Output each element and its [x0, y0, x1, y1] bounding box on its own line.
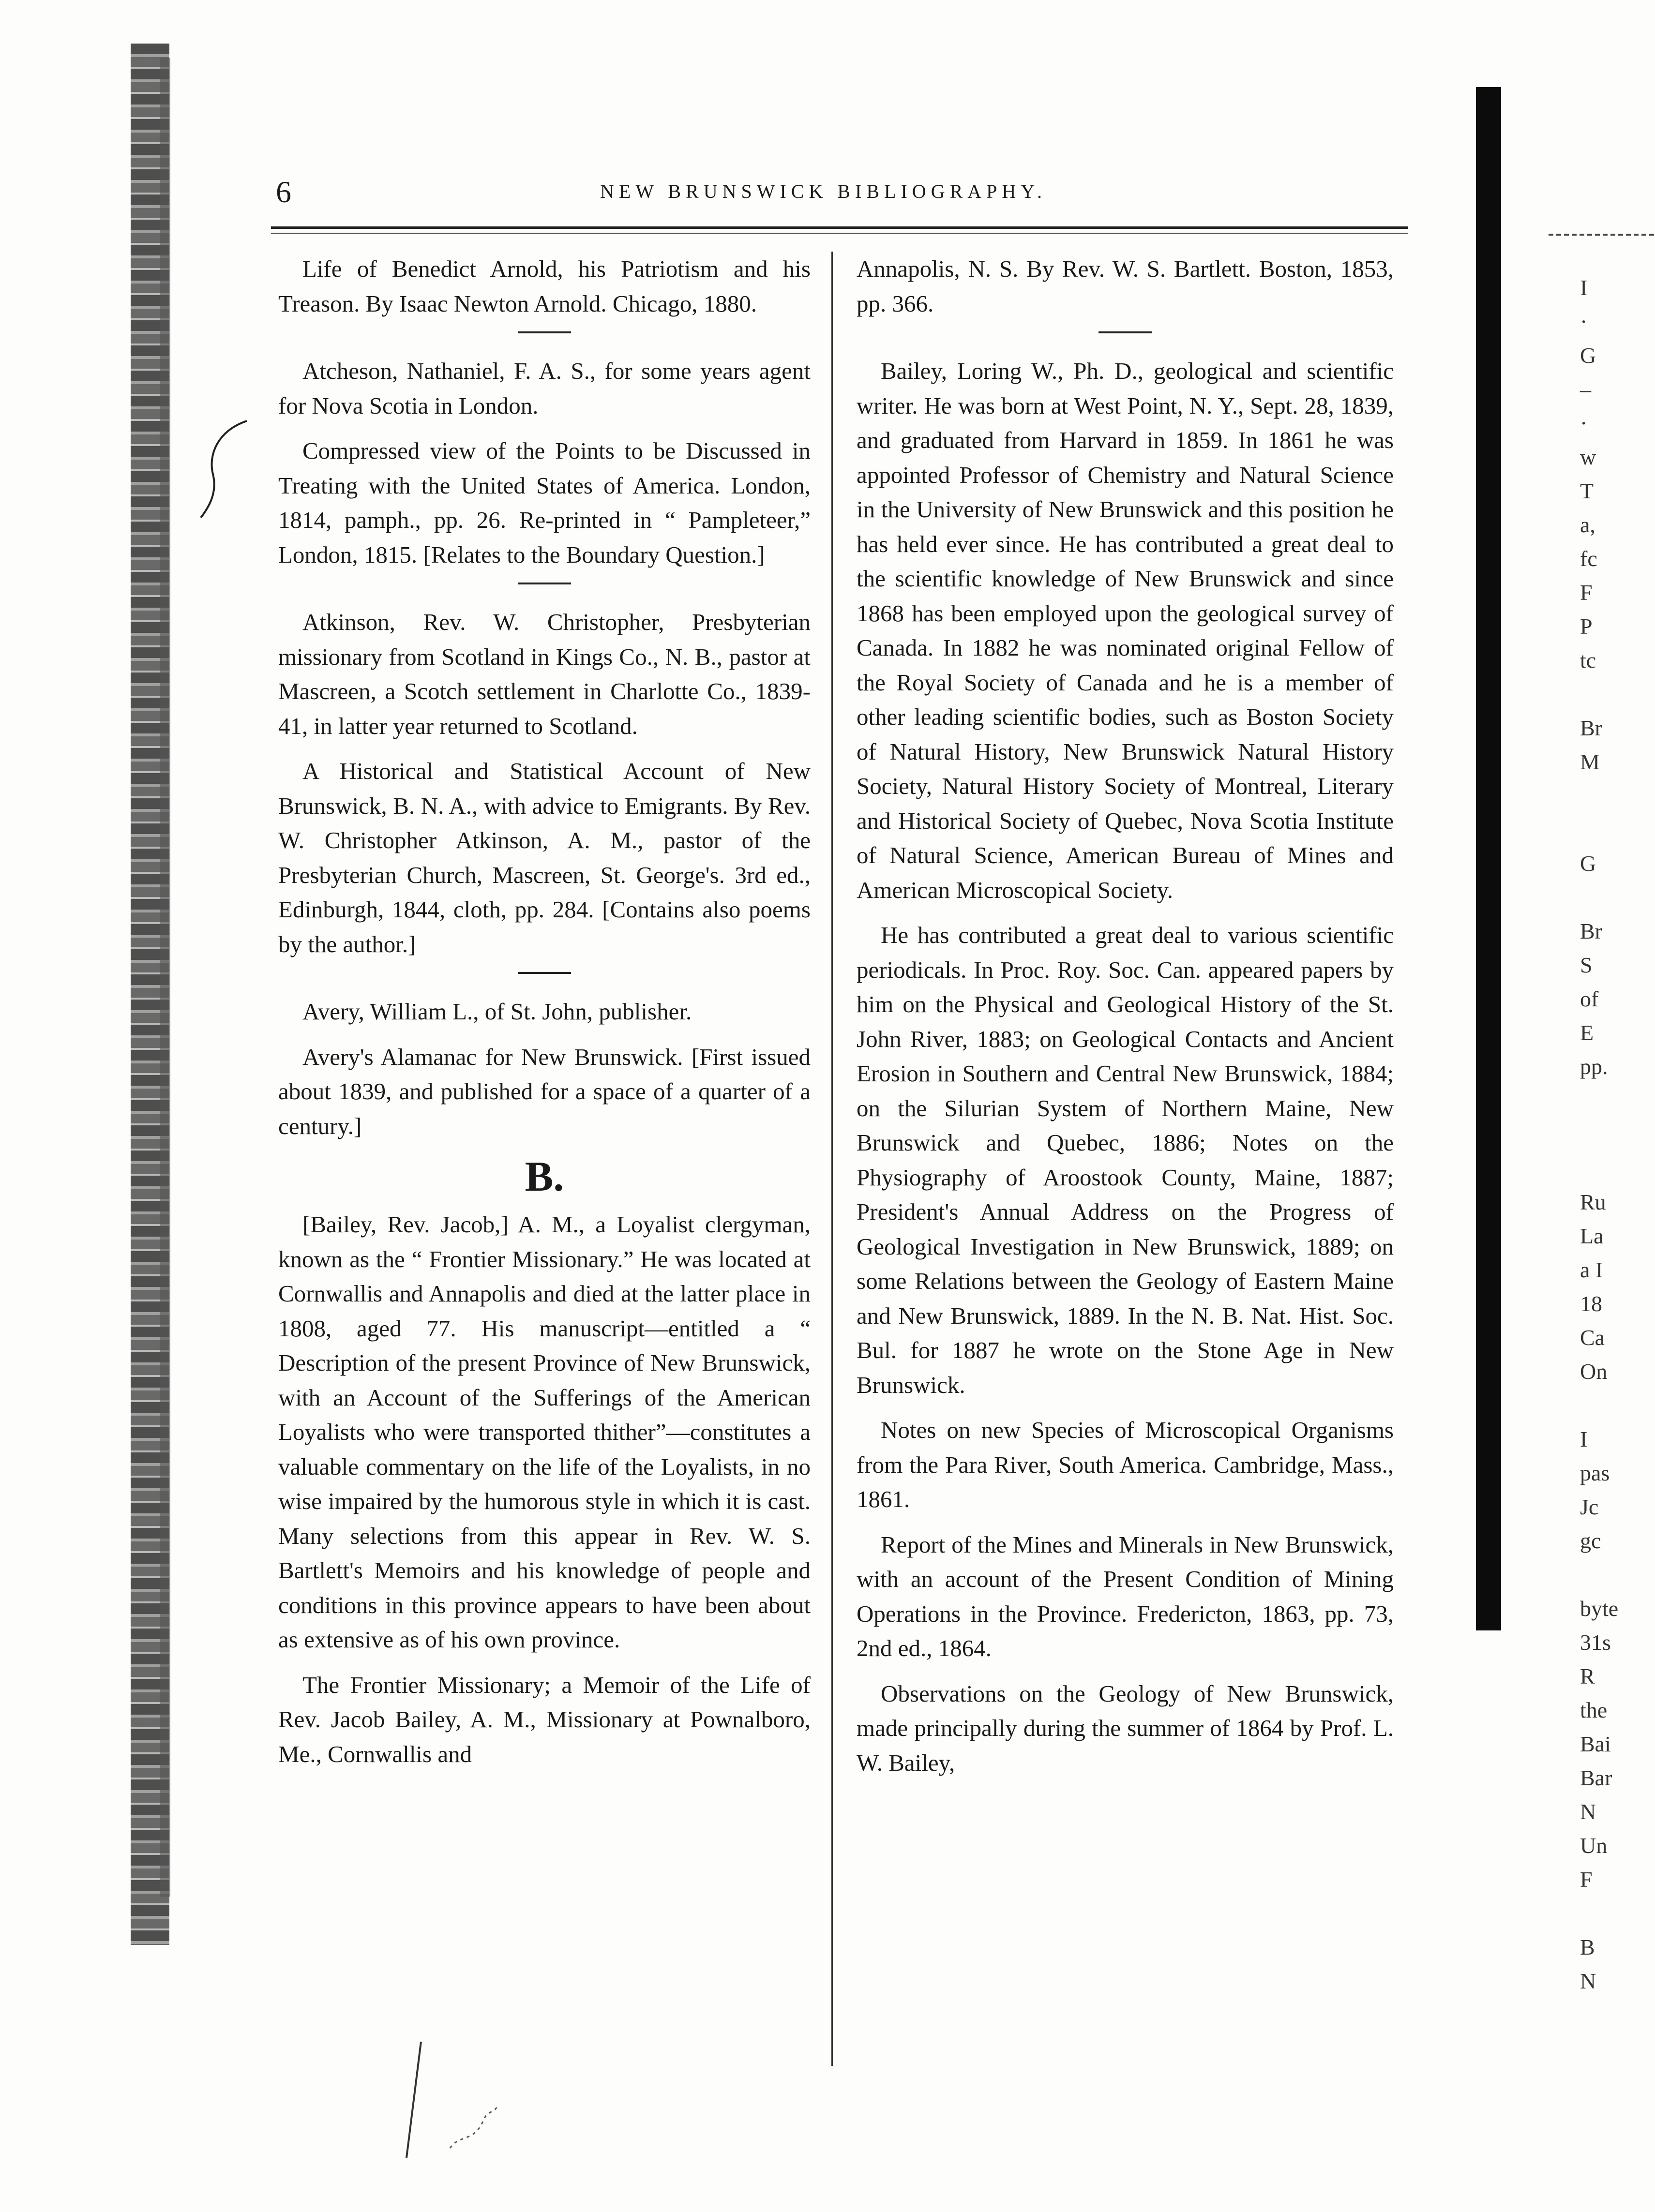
entry-atkinson-work: A Historical and Statistical Account of New Brunswick, B. N. A., with advice to Emigrants. By Rev. W. Christopher Atkinson, A. M., pastor of the Presbyterian Church, Mascreen, St. George's. 3rd ed., Edinburgh, 1844, cloth, pp. 284. [Contains also poems by the author.]: [278, 758, 811, 957]
entry-atkinson: Atkinson, Rev. W. Christopher, Presbyterian missionary from Scotland in Kings Co., N. B., pastor at Mascreen, a Scotch settlement in Charlotte Co., 1839-41, in latter year returned to Scotland.: [278, 609, 811, 739]
entry-bailey-loring: Bailey, Loring W., Ph. D., geological and scientific writer. He was born at West Point, N. Y., Sept. 28, 1839, and graduated from Harvard in 1859. In 1861 he was appointed Professor of Chemistry and Natural Science in the University of New Brunswick and this position he has held ever since. He has contributed a great deal to the scientific knowledge of New Brunswick and since 1868 has been employed upon the geological survey of Canada. In 1882 he was nominated original Fellow of the Royal Society of Canada and he is a member of other leading scientific bodies, such as Boston Society of Natural History, New Brunswick Natural History Society, Natural History Society of Montreal, Literary and Historical Society of Quebec, Nova Scotia Institute of Natural Science, American Bureau of Mines and American Microscopical Society.: [857, 358, 1394, 903]
margin-bracket-mark: [198, 416, 252, 523]
page-number: 6: [276, 175, 291, 209]
entry-atcheson: Atcheson, Nathaniel, F. A. S., for some years agent for Nova Scotia in London.: [278, 358, 811, 419]
entry-frontier-missionary-cont: Annapolis, N. S. By Rev. W. S. Bartlett. Boston, 1853, pp. 366.: [857, 255, 1394, 317]
entry-avery: Avery, William L., of St. John, publisher.: [302, 998, 692, 1025]
pencil-scribble-mark: [445, 2090, 503, 2158]
header-rule: [271, 226, 1408, 234]
binding-shadow-artifact: [160, 58, 170, 1897]
entry-bailey-periodicals: He has contributed a great deal to various scientific periodicals. In Proc. Roy. Soc. Can. appeared papers by him on the Physical and Geological History of the St. John River, 1883; on Geological Contacts and Ancient Erosion in Southern and Central New Brunswick, 1884; on the Silurian System of Northern Maine, New Brunswick and Quebec, 1886; Notes on the Physiography of Aroostook County, Maine, 1887; President's Annual Address on the Progress of Geological Investigation in New Brunswick, 1889; on some Relations between the Geology of Eastern Maine and New Brunswick, 1889. In the N. B. Nat. Hist. Soc. Bul. for 1887 he wrote on the Stone Age in New Brunswick.: [857, 922, 1394, 1398]
left-column: [278, 252, 811, 1782]
entry-separator: [518, 331, 571, 333]
entry-separator: [518, 972, 571, 974]
right-column: [857, 252, 1394, 1791]
pencil-stroke-mark: [387, 2037, 455, 2163]
section-heading-b: B.: [525, 1153, 564, 1200]
entry-separator: [1098, 331, 1152, 333]
entry-separator: [518, 583, 571, 584]
entry-bailey-microscopical: Notes on new Species of Microscopical Organisms from the Para River, South America. Cambridge, Mass., 1861.: [857, 1417, 1394, 1512]
entry-atcheson-work: Compressed view of the Points to be Discussed in Treating with the United States of America. London, 1814, pamph., pp. 26. Re-printed in “ Pampleteer,” London, 1815. [Relates to the Boundary Question.]: [278, 437, 811, 568]
entry-bailey-jacob: [Bailey, Rev. Jacob,] A. M., a Loyalist clergyman, known as the “ Frontier Missionary.” He was located at Cornwallis and Annapolis and died at the latter place in 1808, aged 77. His manuscript—entitled a “ Description of the present Province of New Brunswick, with an Account of the Sufferings of the American Loyalists who were transported thither”—constitutes a valuable commentary on the life of the Loyalists, in no wise impaired by the humorous style in which it is cast. Many selections from this appear in Rev. W. S. Bartlett's Memoirs and his knowledge of people and conditions in this province appears to have been about as extensive as of his own province.: [278, 1211, 811, 1653]
facing-page-edge-shadow: [1476, 87, 1501, 1630]
running-title: NEW BRUNSWICK BIBLIOGRAPHY.: [600, 180, 1047, 202]
entry-bailey-observations: Observations on the Geology of New Brunswick, made principally during the summer of 1864 by Prof. L. W. Bailey,: [857, 1680, 1394, 1776]
entry-avery-work: Avery's Alamanac for New Brunswick. [First issued about 1839, and published for a space of a quarter of a century.]: [278, 1043, 811, 1139]
entry-bailey-mines-report: Report of the Mines and Minerals in New Brunswick, with an account of the Present Condition of Mining Operations in the Province. Fredericton, 1863, pp. 73, 2nd ed., 1864.: [857, 1531, 1394, 1661]
entry-frontier-missionary: The Frontier Missionary; a Memoir of the Life of Rev. Jacob Bailey, A. M., Missionary at Pownalboro, Me., Cornwallis and: [278, 1671, 811, 1767]
column-divider: [831, 252, 833, 2066]
dotted-rule-artifact: [1549, 227, 1655, 242]
entry-arnold: Life of Benedict Arnold, his Patriotism and his Treason. By Isaac Newton Arnold. Chicago, 1880.: [278, 255, 811, 317]
facing-page-text-fragments: I · G – · w T a, fc F P tc Br M G Br S of E pp. Ru La a I 18 Ca On I pas Jc gc byte 31s R the Bai Bar N Un F B N: [1580, 275, 1619, 1993]
